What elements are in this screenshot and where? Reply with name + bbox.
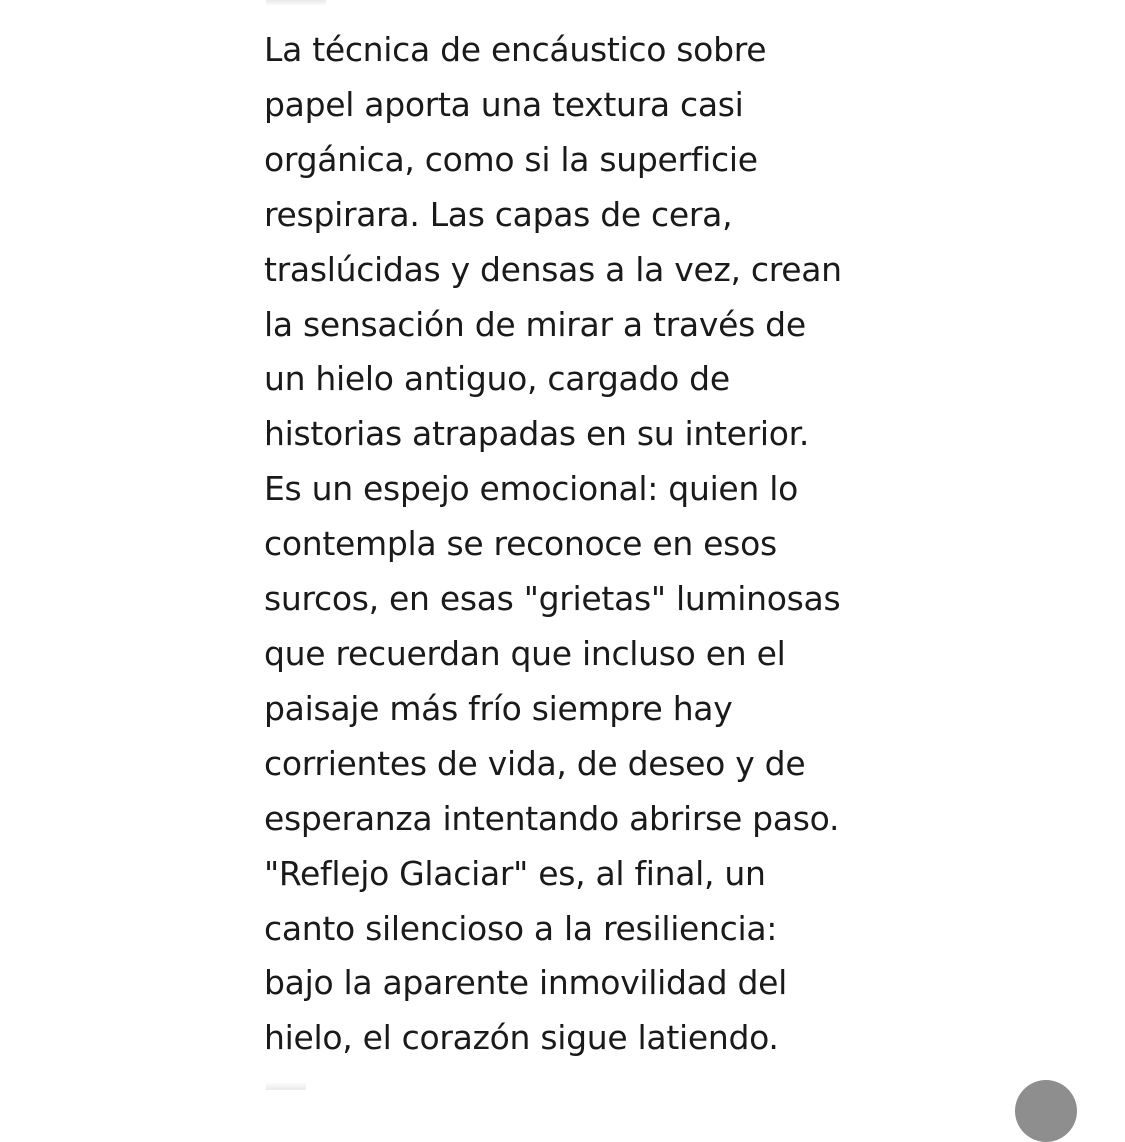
note-line: La técnica de encáustico sobre: [264, 30, 767, 69]
note-line: historias atrapadas en su interior.: [264, 414, 810, 454]
note-line: bajo la aparente inmovilidad del: [264, 963, 787, 1003]
note-line: corrientes de vida, de deseo y de: [264, 743, 806, 783]
note-line: que recuerdan que incluso en el: [264, 633, 786, 673]
note-line: papel aporta una textura casi: [264, 84, 744, 124]
note-line: un hielo antiguo, cargado de: [264, 359, 730, 399]
note-line: "Reflejo Glaciar" es, al final, un: [264, 853, 766, 893]
note-line: surcos, en esas "grietas" luminosas: [264, 579, 841, 619]
floating-action-button[interactable]: [1015, 1080, 1077, 1142]
note-line: Es un espejo emocional: quien lo: [264, 469, 798, 509]
note-line: respirara. Las capas de cera,: [264, 194, 733, 234]
note-line: la sensación de mirar a través de: [264, 304, 806, 344]
note-line: contempla se reconoce en esos: [264, 524, 777, 564]
note-line: traslúcidas y densas a la vez, crean: [264, 249, 842, 289]
note-line: orgánica, como si la superficie: [264, 139, 758, 179]
note-line: esperanza intentando abrirse paso.: [264, 798, 840, 838]
note-line: paisaje más frío siempre hay: [264, 688, 733, 728]
note-line: canto silencioso a la resiliencia:: [264, 908, 778, 948]
note-text-body[interactable]: [264, 23, 904, 1066]
note-line: hielo, el corazón sigue latiendo.: [264, 1018, 779, 1058]
previous-text-fragment: [266, 0, 326, 6]
next-text-fragment: [266, 1082, 306, 1090]
